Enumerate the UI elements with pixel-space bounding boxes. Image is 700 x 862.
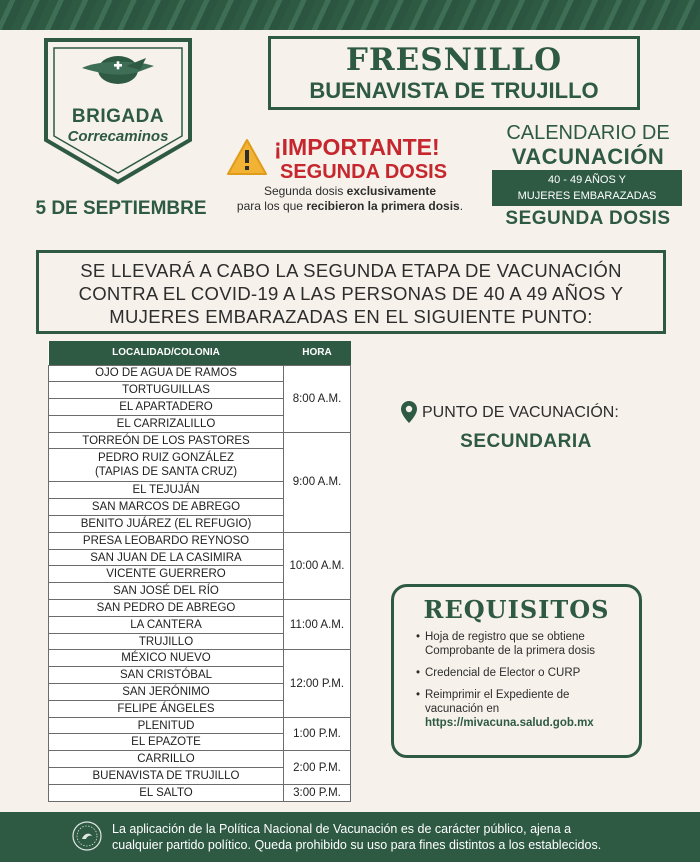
- hour-cell: 11:00 A.M.: [284, 600, 351, 650]
- important-note: [230, 184, 470, 214]
- locality-cell: MÉXICO NUEVO: [49, 650, 284, 667]
- locality-cell: SAN MARCOS DE ABREGO: [49, 499, 284, 516]
- locality-cell: VICENTE GUERRERO: [49, 566, 284, 583]
- locality-cell: TORTUGUILLAS: [49, 382, 284, 399]
- list-item: • Credencial de Elector o CURP: [416, 666, 639, 680]
- requirements-box: [391, 584, 642, 758]
- warning-icon: [226, 138, 268, 176]
- age-group-line: 40 - 49 AÑOS Y: [547, 174, 627, 186]
- important-subheading: SEGUNDA DOSIS: [280, 161, 448, 183]
- locality-cell: TORREÓN DE LOS PASTORES: [49, 432, 284, 449]
- note-text: .: [459, 199, 464, 213]
- hour-cell: 2:00 P.M.: [284, 751, 351, 785]
- table-header-row: [49, 341, 351, 365]
- location-label: PUNTO DE VACUNACIÓN:: [422, 404, 619, 421]
- table-row: [49, 784, 351, 801]
- calendar-heading-strong: VACUNACIÓN: [511, 144, 665, 169]
- locality-cell: SAN PEDRO DE ABREGO: [49, 600, 284, 617]
- locality-cell: BENITO JUÁREZ (EL REFUGIO): [49, 516, 284, 533]
- table-row: [49, 365, 351, 382]
- header-title-box: [268, 36, 640, 110]
- locality-cell: LA CANTERA: [49, 616, 284, 633]
- locality-cell: SAN JOSÉ DEL RÍO: [49, 583, 284, 600]
- locality-cell: EL TEJUJÁN: [49, 482, 284, 499]
- badge-subtitle: Correcaminos: [67, 128, 169, 145]
- hour-cell: 9:00 A.M.: [284, 432, 351, 532]
- table-row: [49, 717, 351, 734]
- note-emphasis: exclusivamente: [346, 184, 437, 198]
- important-heading: ¡IMPORTANTE!: [274, 134, 440, 160]
- locality-cell: EL SALTO: [49, 784, 284, 801]
- hour-cell: 8:00 A.M.: [284, 365, 351, 432]
- locality-cell: BUENAVISTA DE TRUJILLO: [49, 768, 284, 785]
- note-text: Segunda dosis: [263, 184, 347, 198]
- hour-cell: 10:00 A.M.: [284, 532, 351, 599]
- locality-cell: PEDRO RUIZ GONZÁLEZ (TAPIAS DE SANTA CRUZ): [49, 449, 284, 482]
- locality-cell: EL EPAZOTE: [49, 734, 284, 751]
- note-text: para los que: [236, 199, 307, 213]
- location-value: SECUNDARIA: [460, 431, 592, 452]
- decorative-top-band: [0, 0, 700, 30]
- table-row: [49, 600, 351, 617]
- table-row: [49, 650, 351, 667]
- vaccine-website-link[interactable]: https://mivacuna.salud.gob.mx: [425, 717, 594, 729]
- column-header-hour: HORA: [284, 341, 351, 365]
- hour-cell: 12:00 P.M.: [284, 650, 351, 717]
- locality-cell: OJO DE AGUA DE RAMOS: [49, 365, 284, 382]
- locality-cell: EL CARRIZALILLO: [49, 415, 284, 432]
- list-item: • Hoja de registro que se obtiene Comprobante de la primera dosis: [416, 630, 639, 658]
- brigada-badge: [42, 36, 194, 188]
- footer: [0, 812, 700, 862]
- hour-cell: 1:00 P.M.: [284, 717, 351, 751]
- requirements-title: REQUISITOS: [423, 595, 610, 624]
- locality-cell: CARRILLO: [49, 751, 284, 768]
- list-item: [416, 688, 639, 730]
- column-header-locality: LOCALIDAD/COLONIA: [49, 341, 284, 365]
- footer-disclaimer: [112, 821, 682, 853]
- footer-line: La aplicación de la Política Nacional de Vacunación es de carácter público, ajena a: [112, 822, 572, 836]
- locality-cell: FELIPE ÁNGELES: [49, 700, 284, 717]
- map-pin-icon: [400, 400, 418, 424]
- note-emphasis: recibieron la primera dosis: [306, 199, 460, 213]
- badge-title: BRIGADA: [71, 106, 165, 127]
- age-group-line: MUJERES EMBARAZADAS: [517, 190, 657, 202]
- locality-cell: PRESA LEOBARDO REYNOSO: [49, 532, 284, 549]
- locality-cell: SAN JUAN DE LA CASIMIRA: [49, 549, 284, 566]
- footer-line: cualquier partido político. Queda prohibido su uso para fines distintos a los establecidos.: [112, 838, 602, 852]
- hour-cell: 3:00 P.M.: [284, 784, 351, 801]
- government-seal-icon: [72, 821, 102, 851]
- announcement-box: [36, 250, 666, 334]
- age-group-box: [492, 170, 682, 206]
- locality-cell: SAN CRISTÓBAL: [49, 667, 284, 684]
- announcement-line: MUJERES EMBARAZADAS EN EL SIGUIENTE PUNTO:: [109, 306, 593, 327]
- page-title: FRESNILLO: [345, 42, 563, 78]
- table-row: [49, 432, 351, 449]
- table-row: [49, 751, 351, 768]
- locality-cell: SAN JERÓNIMO: [49, 684, 284, 701]
- page-subtitle: BUENAVISTA DE TRUJILLO: [309, 78, 599, 103]
- list-item-text: Reimprimir el Expediente de vacunación en: [425, 689, 570, 715]
- announcement-line: SE LLEVARÁ A CABO LA SEGUNDA ETAPA DE VACUNACIÓN: [80, 260, 622, 281]
- locality-cell: EL APARTADERO: [49, 399, 284, 416]
- table-row: [49, 532, 351, 549]
- locality-cell: TRUJILLO: [49, 633, 284, 650]
- requirements-list: [416, 630, 639, 730]
- locality-cell: PLENITUD: [49, 717, 284, 734]
- dose-label: SEGUNDA DOSIS: [505, 208, 671, 229]
- announcement-line: CONTRA EL COVID-19 A LAS PERSONAS DE 40 A 49 AÑOS Y: [78, 283, 624, 304]
- calendar-heading: CALENDARIO DE: [506, 122, 670, 144]
- event-date: 5 DE SEPTIEMBRE: [35, 198, 207, 219]
- schedule-table: [48, 341, 351, 802]
